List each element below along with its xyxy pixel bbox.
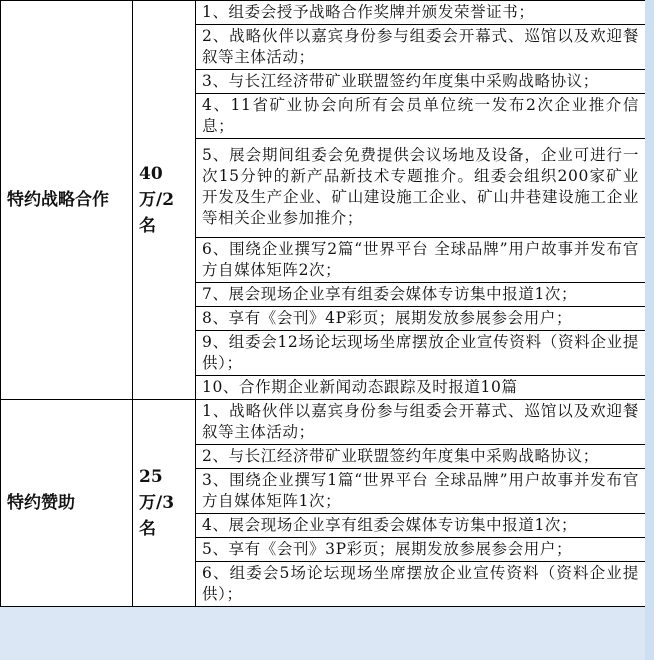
price-cell: 40 万/2名 [133,1,196,400]
benefit-item: 4、展会现场企业享有组委会媒体专访集中报道1次； [196,514,646,538]
price-cell: 25 万/3名 [133,400,196,607]
category-cell: 特约赞助 [1,400,133,607]
benefit-item: 10、合作期企业新闻动态跟踪及时报道10篇 [196,376,646,400]
benefit-item: 7、展会现场企业享有组委会媒体专访集中报道1次； [196,283,646,307]
benefit-item: 8、享有《会刊》4P彩页；展期发放参展参会用户； [196,307,646,331]
benefit-item: 2、与长江经济带矿业联盟签约年度集中采购战略协议； [196,445,646,469]
benefit-item: 3、围绕企业撰写1篇“世界平台 全球品牌”用户故事并发布官方自媒体矩阵1次； [196,469,646,514]
benefit-item: 6、围绕企业撰写2篇“世界平台 全球品牌”用户故事并发布官方自媒体矩阵2次； [196,238,646,283]
table-row [1,1,646,25]
page-edge [645,0,654,660]
benefit-item: 4、11省矿业协会向所有会员单位统一发布2次企业推介信息； [196,94,646,139]
benefit-item: 1、组委会授予战略合作奖牌并颁发荣誉证书； [196,1,646,25]
benefit-item: 5、展会期间组委会免费提供会议场地及设备，企业可进行一次15分钟的新产品新技术专题推介。组委会组织200家矿业开发及生产企业、矿山建设施工企业、矿山井巷建设施工企业等相关企业参加推介； [196,139,646,238]
benefit-item: 9、组委会12场论坛现场坐席摆放企业宣传资料（资料企业提供）； [196,331,646,376]
benefit-item: 6、组委会5场论坛现场坐席摆放企业宣传资料（资料企业提供）； [196,562,646,607]
category-cell: 特约战略合作 [1,1,133,400]
benefit-item: 5、享有《会刊》3P彩页；展期发放参展参会用户； [196,538,646,562]
table-row [1,400,646,445]
benefit-item: 1、战略伙伴以嘉宾身份参与组委会开幕式、巡馆以及欢迎餐叙等主体活动； [196,400,646,445]
benefit-item: 2、战略伙伴以嘉宾身份参与组委会开幕式、巡馆以及欢迎餐叙等主体活动； [196,25,646,70]
benefit-item: 3、与长江经济带矿业联盟签约年度集中采购战略协议； [196,70,646,94]
